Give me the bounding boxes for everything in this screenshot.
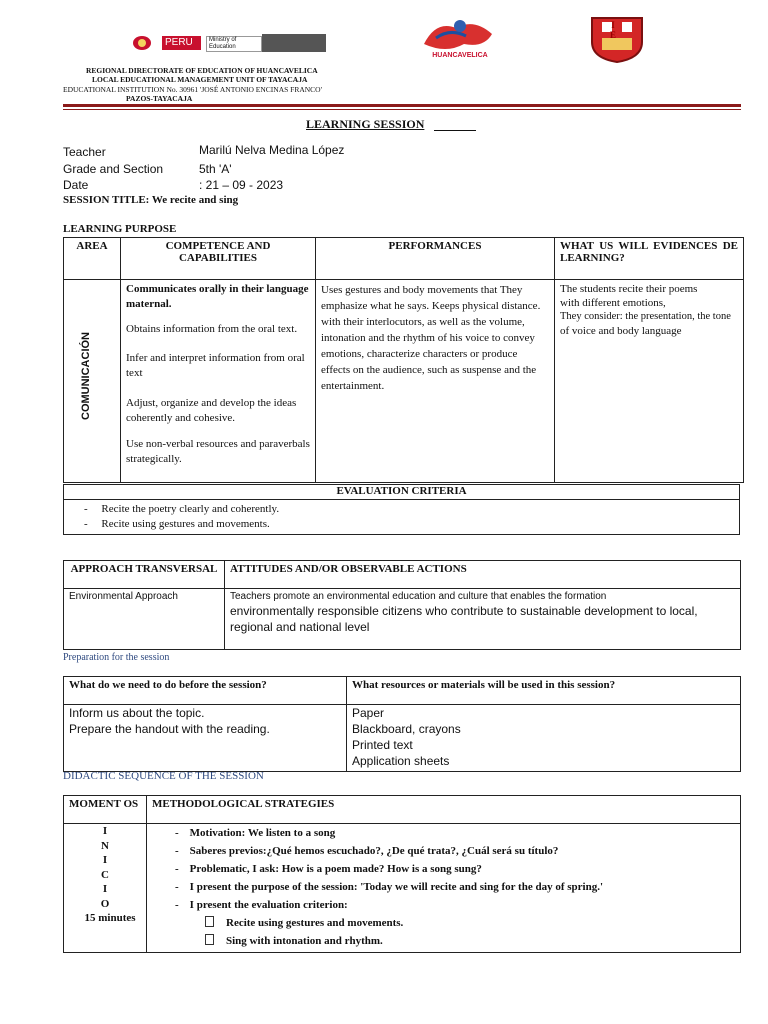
preparation-heading: Preparation for the session — [63, 652, 170, 663]
header-performances: PERFORMANCES — [316, 238, 555, 280]
evaluation-table — [63, 484, 740, 535]
teacher-label: Teacher — [63, 145, 106, 159]
date-label: Date — [63, 178, 89, 192]
ministry-label: Ministry of Education — [206, 36, 262, 52]
shield-letters: I E — [609, 20, 624, 40]
resource-item: Blackboard, crayons — [352, 722, 461, 736]
preparation-table — [63, 676, 741, 772]
header-line-4: PAZOS-TAYACAJA — [126, 94, 193, 103]
competence-title: Communicates orally in their language maternal. — [126, 283, 309, 310]
approach-line-2: environmentally responsible citizens who contribute to sustainable development to local, regional and national level — [230, 604, 698, 634]
strategy-item: - I present the evaluation criterion: — [175, 899, 348, 911]
strategies-header: METHODOLOGICAL STRATEGIES — [147, 796, 741, 824]
teacher-value: Marilú Nelva Medina López — [199, 143, 345, 157]
evaluation-item: - Recite using gestures and movements. — [84, 518, 270, 530]
criterion-item: Recite using gestures and movements. — [175, 914, 735, 932]
evidence-line-4: of voice and body language — [560, 325, 682, 337]
prep-col2-header: What resources or materials will be used in this session? — [347, 677, 741, 705]
peru-label: PERU — [162, 36, 201, 50]
resource-item: Printed text — [352, 738, 413, 752]
competence-cell — [121, 280, 316, 483]
checkbox-icon — [205, 916, 214, 927]
resource-item: Application sheets — [352, 754, 450, 768]
approach-header: APPROACH TRANSVERSAL — [64, 561, 225, 589]
session-title: SESSION TITLE: We recite and sing — [63, 194, 239, 206]
area-cell — [64, 280, 121, 483]
coat-of-arms-icon — [128, 34, 156, 52]
capability-4: Use non-verbal resources and paraverbals strategically. — [126, 438, 310, 465]
evidence-line-3: They consider: the presentation, the tone — [560, 311, 731, 322]
strategy-item: - Problematic, I ask: How is a poem made? How is a song sung? — [175, 863, 482, 875]
capability-1: Obtains information from the oral text. — [126, 323, 298, 335]
moments-header: MOMENT OS — [64, 796, 147, 824]
moment-cell: I N I C I O 15 minutes — [64, 824, 147, 953]
attitudes-header: ATTITUDES AND/OR OBSERVABLE ACTIONS — [225, 561, 741, 589]
peru-logo — [128, 34, 326, 52]
date-value: : 21 – 09 - 2023 — [199, 178, 284, 192]
capability-3: Adjust, organize and develop the ideas coherently and cohesive. — [126, 397, 297, 424]
huancavelica-text: HUANCAVELICA — [432, 52, 488, 59]
header-competence: COMPETENCE AND CAPABILITIES — [121, 238, 316, 280]
prep-item: Prepare the handout with the reading. — [69, 722, 270, 736]
strategy-item: - I present the purpose of the session: 'Today we will recite and sing for the day of spring.' — [175, 881, 604, 893]
header-line-2: LOCAL EDUCATIONAL MANAGEMENT UNIT OF TAYACAJA — [92, 75, 308, 84]
header-evidences: WHAT US WILL EVIDENCES DE LEARNING? — [555, 238, 744, 280]
learning-purpose-heading: LEARNING PURPOSE — [63, 223, 177, 235]
evidence-line-2: with different emotions, — [560, 297, 666, 309]
strategies-cell — [147, 824, 741, 953]
performances-text: Uses gestures and body movements that They emphasize what he says. Keeps physical distance. with their interlocutors, as well as the volume, intonation and the rhythm of his voice to convey emotions, characterize characters or produce effects on the audience, such as suspense and the entertainment. — [321, 284, 541, 392]
strategy-item: - Saberes previos:¿Qué hemos escuchado?, ¿De qué trata?, ¿Cuál será su título? — [175, 845, 559, 857]
prep-col1-header: What do we need to do before the session? — [64, 677, 347, 705]
school-shield-logo — [588, 14, 646, 64]
grade-label: Grade and Section — [63, 162, 164, 176]
performances-cell — [316, 280, 555, 483]
evidences-cell — [555, 280, 744, 483]
checkbox-icon — [205, 934, 214, 945]
grade-value: 5th 'A' — [199, 162, 232, 176]
evaluation-item: - Recite the poetry clearly and coherently. — [84, 503, 280, 515]
strategy-item: - Motivation: We listen to a song — [175, 827, 336, 839]
header-line-1: REGIONAL DIRECTORATE OF EDUCATION OF HUANCAVELICA — [86, 66, 318, 75]
evaluation-heading: EVALUATION CRITERIA — [64, 485, 740, 500]
page-title: LEARNING SESSION — [306, 117, 425, 131]
didactic-heading: DIDACTIC SEQUENCE OF THE SESSION — [63, 770, 264, 782]
header-area: AREA — [64, 238, 121, 280]
area-label: COMUNICACIÓN — [80, 332, 92, 420]
learning-purpose-table — [63, 237, 744, 483]
didactic-table — [63, 795, 741, 953]
huancavelica-logo — [416, 14, 502, 62]
approach-table — [63, 560, 741, 650]
criterion-item: Sing with intonation and rhythm. — [175, 932, 735, 950]
capability-2: Infer and interpret information from oral text — [126, 352, 305, 379]
prep-item: Inform us about the topic. — [69, 706, 205, 720]
approach-name: Environmental Approach — [64, 589, 225, 650]
resource-item: Paper — [352, 706, 385, 720]
header-rule — [63, 104, 741, 107]
evidence-line-1: The students recite their poems — [560, 283, 698, 295]
approach-line-1: Teachers promote an environmental education and culture that enables the formation — [230, 591, 607, 602]
header-line-3: EDUCATIONAL INSTITUTION No. 30961 'JOSÉ ANTONIO ENCINAS FRANCO' — [63, 85, 322, 94]
moment-time: 15 minutes — [84, 912, 136, 924]
